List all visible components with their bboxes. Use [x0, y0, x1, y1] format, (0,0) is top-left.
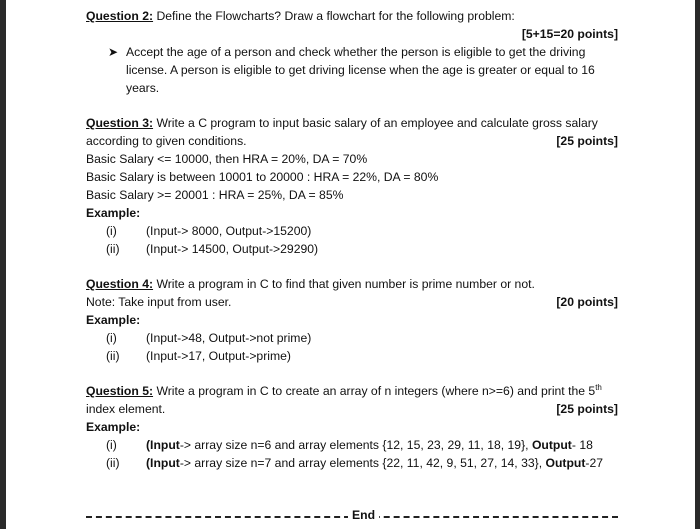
q5-example-label: Example: — [86, 420, 141, 434]
q3-heading — [86, 116, 598, 131]
q5-example-2-num: (ii) — [106, 456, 120, 470]
q4-text: Write a program in C to find that given number is prime number or not. — [156, 277, 535, 291]
question-sheet — [86, 0, 618, 529]
q3-condition-3: Basic Salary >= 20001 : HRA = 25%, DA = 85% — [86, 188, 344, 202]
q5-sup: th — [595, 382, 602, 392]
q4-note: Note: Take input from user. — [86, 295, 232, 309]
q3-example-label: Example: — [86, 206, 141, 220]
q5-example-1-output: Output — [531, 438, 572, 452]
q5-example-1-rest: -> array size n=6 and array elements {12, 15, 23, 29, 11, 18, 19}, — [179, 438, 529, 452]
q5-example-1-input: (Input — [146, 438, 180, 452]
q3-example-1: (Input-> 8000, Output->15200) — [146, 224, 312, 238]
end-label: End — [348, 508, 379, 523]
q3-points: [25 points] — [556, 134, 618, 148]
q3-label: Question 3: — [86, 116, 154, 130]
q3-condition-2: Basic Salary is between 10001 to 20000 : HRA = 22%, DA = 80% — [86, 170, 439, 184]
right-dark-edge — [695, 0, 700, 529]
arrow-bullet-icon: ➤ — [108, 45, 119, 59]
q3-example-1-num: (i) — [106, 224, 117, 238]
q5-text-2: index element. — [86, 402, 166, 416]
q3-text: Write a C program to input basic salary of an employee and calculate gross salary — [156, 116, 598, 130]
q5-text: Write a program in C to create an array of n integers (where n>=6) and print the 5 — [156, 384, 596, 398]
q5-example-2-input: (Input — [146, 456, 180, 470]
q5-example-1-num: (i) — [106, 438, 117, 452]
q4-example-1: (Input->48, Output->not prime) — [146, 331, 312, 345]
q2-heading — [86, 9, 515, 24]
q4-example-2-num: (ii) — [106, 349, 120, 363]
q2-bullet-line-2: license. A person is eligible to get driving license when the age is greater or equal to 16 — [126, 63, 595, 77]
q3-example-2-num: (ii) — [106, 242, 120, 256]
q2-bullet-line-1: Accept the age of a person and check whether the person is eligible to get the driving — [126, 45, 586, 59]
q4-example-1-num: (i) — [106, 331, 117, 345]
q2-label: Question 2: — [86, 9, 154, 23]
q5-points: [25 points] — [556, 402, 618, 416]
q3-condition-1: Basic Salary <= 10000, then HRA = 20%, DA = 70% — [86, 152, 368, 166]
q3-text-2: according to given conditions. — [86, 134, 247, 148]
q2-text: Define the Flowcharts? Draw a flowchart for the following problem: — [156, 9, 515, 23]
q5-example-2-value: -27 — [585, 456, 604, 470]
q4-points: [20 points] — [556, 295, 618, 309]
q5-example-2-rest: -> array size n=7 and array elements {22, 11, 42, 9, 51, 27, 14, 33}, — [179, 456, 543, 470]
q5-example-1-value: - 18 — [571, 438, 593, 452]
left-dark-edge — [0, 0, 6, 529]
q2-points: [5+15=20 points] — [521, 27, 618, 41]
q5-label: Question 5: — [86, 384, 154, 398]
q3-example-2: (Input-> 14500, Output->29290) — [146, 242, 319, 256]
q5-example-2-output: Output — [545, 456, 586, 470]
q4-label: Question 4: — [86, 277, 154, 291]
q4-example-label: Example: — [86, 313, 141, 327]
q4-heading — [86, 277, 535, 292]
q5-example-1 — [146, 438, 593, 453]
q5-example-2 — [146, 456, 603, 471]
q4-example-2: (Input->17, Output->prime) — [146, 349, 291, 363]
q5-heading — [86, 384, 602, 399]
q2-bullet-line-3: years. — [126, 81, 160, 95]
